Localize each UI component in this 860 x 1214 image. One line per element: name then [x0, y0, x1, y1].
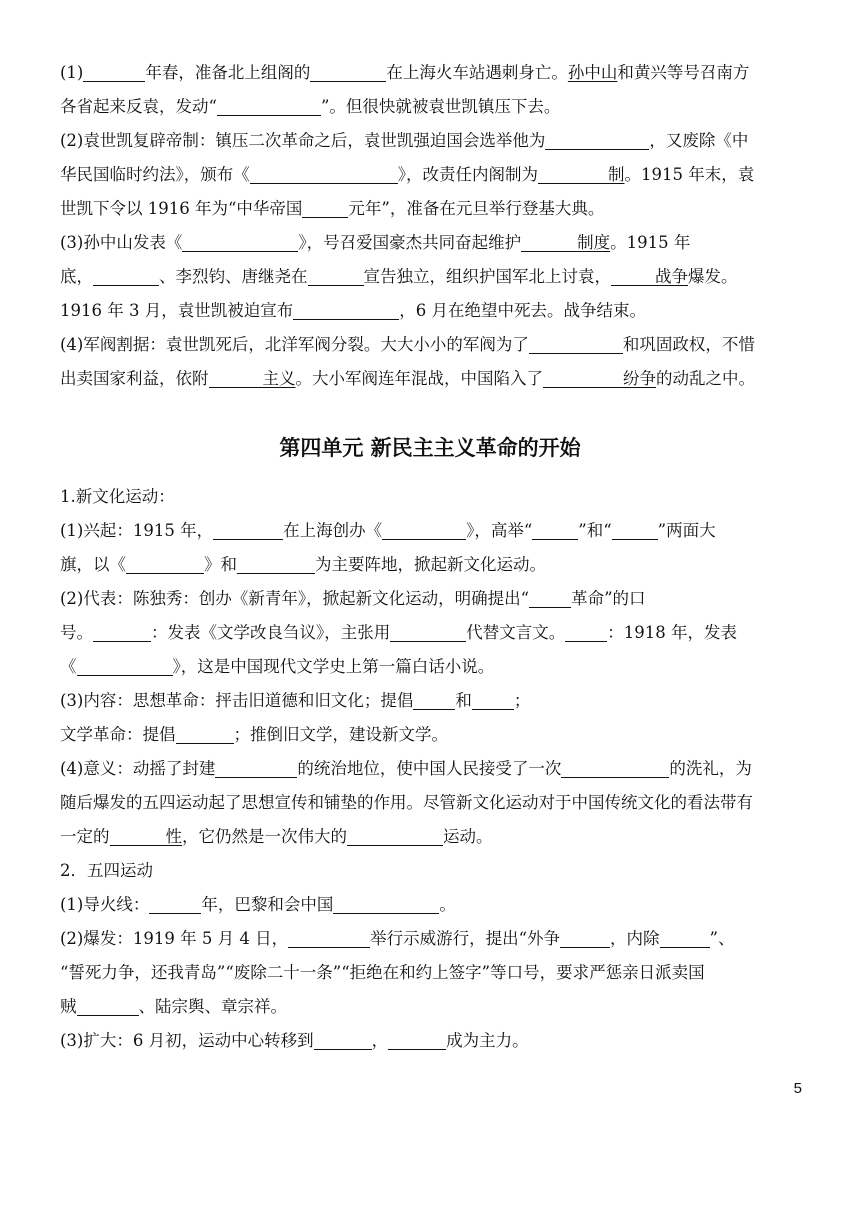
text-line: (2)爆发：1919 年 5 月 4 日， 举行示威游行，提出“外争 ，内除 ”、 — [60, 922, 810, 956]
blank — [77, 993, 139, 1016]
text-line: 各省起来反袁，发动“ ”。但很快就被袁世凯镇压下去。 — [60, 90, 810, 124]
text-line: 出卖国家利益，依附 主义。大小军阀连年混战，中国陷入了 纷争的动乱之中。 — [60, 362, 810, 396]
blank — [561, 755, 669, 778]
blank — [83, 59, 145, 82]
text-line: 《 》，这是中国现代文学史上第一篇白话小说。 — [60, 650, 810, 684]
blank — [293, 297, 399, 320]
text-line: 1916 年 3 月，袁世凯被迫宣布 ，6 月在绝望中死去。战争结束。 — [60, 294, 810, 328]
text-line: “誓死力争，还我青岛”“废除二十一条”“拒绝在和约上签字”等口号，要求严惩亲日派卖国 — [60, 963, 705, 982]
text-line: (1)兴起：1915 年， 在上海创办《 》，高举“ ”和“ ”两面大 — [60, 514, 810, 548]
blank — [310, 59, 386, 82]
blank — [93, 263, 159, 286]
blank — [126, 551, 204, 574]
unit-heading: 第四单元 新民主主义革命的开始 — [279, 436, 581, 460]
text-line: 世凯下令以 1916 年为“中华帝国 元年”，准备在元旦举行登基大典。 — [60, 192, 810, 226]
blank — [237, 551, 315, 574]
blank — [390, 619, 466, 642]
text-line: 一定的 性，它仍然是一次伟大的 运动。 — [60, 820, 810, 854]
text-line: 旗，以《 》和 为主要阵地，掀起新文化运动。 — [60, 548, 810, 582]
text-line: 贼 、陆宗舆、章宗祥。 — [60, 990, 810, 1024]
blank — [333, 891, 439, 914]
page-number: 5 — [793, 1080, 802, 1097]
blank — [215, 755, 297, 778]
blank — [660, 925, 710, 948]
blank — [182, 229, 298, 252]
blank — [308, 263, 364, 286]
text-line: (4)意义：动摇了封建 的统治地位，使中国人民接受了一次 的洗礼，为 — [60, 752, 810, 786]
section-3-text — [60, 56, 810, 396]
blank — [77, 653, 173, 676]
blank — [213, 517, 283, 540]
blank — [302, 195, 348, 218]
text-line: (1)导火线： 年，巴黎和会中国 。 — [60, 888, 810, 922]
blank — [288, 925, 370, 948]
text-line: (4)军阀割据：袁世凯死后，北洋军阀分裂。大大小小的军阀为了 和巩固政权，不惜 — [60, 328, 810, 362]
blank — [560, 925, 610, 948]
text-line: 文学革命：提倡 ；推倒旧文学，建设新文学。 — [60, 718, 810, 752]
text-line: (1) 年春，准备北上组阁的 在上海火车站遇刺身亡。孙中山和黄兴等号召南方 — [60, 56, 810, 90]
text-line: 底， 、李烈钧、唐继尧在 宣告独立，组织护国军北上讨袁， 战争爆发。 — [60, 260, 810, 294]
blank — [565, 619, 607, 642]
text-line: (3)孙中山发表《 》，号召爱国豪杰共同奋起维护 制度。1915 年 — [60, 226, 810, 260]
text-line: (2)代表：陈独秀：创办《新青年》，掀起新文化运动，明确提出“ 革命”的口 — [60, 582, 810, 616]
blank — [538, 161, 608, 184]
subsection-title: 1.新文化运动： — [60, 487, 175, 506]
blank — [110, 823, 166, 846]
blank — [521, 229, 577, 252]
blank — [529, 331, 623, 354]
blank — [149, 891, 201, 914]
subsection-title: 2．五四运动 — [60, 861, 153, 880]
text-line: 号。 ：发表《文学改良刍议》，主张用 代替文言文。 ：1918 年，发表 — [60, 616, 810, 650]
blank — [217, 93, 321, 116]
blank — [532, 517, 578, 540]
text-line: 华民国临时约法》，颁布《 》，改责任内阁制为 制。1915 年末，袁 — [60, 158, 810, 192]
text-line: (3)扩大：6 月初，运动中心转移到 ， 成为主力。 — [60, 1024, 810, 1058]
blank — [543, 365, 623, 388]
blank — [176, 721, 234, 744]
blank — [472, 687, 514, 710]
blank — [347, 823, 443, 846]
blank — [529, 585, 571, 608]
text-line: (2)袁世凯复辟帝制：镇压二次革命之后，袁世凯强迫国会选举他为 ，又废除《中 — [60, 124, 810, 158]
section-4-text — [60, 480, 810, 1058]
blank — [545, 127, 649, 150]
blank — [209, 365, 263, 388]
blank — [314, 1027, 372, 1050]
blank — [612, 517, 658, 540]
blank — [611, 263, 655, 286]
text-line: (3)内容：思想革命：抨击旧道德和旧文化；提倡 和 ； — [60, 684, 810, 718]
text-line: 随后爆发的五四运动起了思想宣传和铺垫的作用。尽管新文化运动对于中国传统文化的看法带有 — [60, 793, 753, 812]
blank — [382, 517, 466, 540]
blank — [413, 687, 455, 710]
blank — [388, 1027, 446, 1050]
blank — [250, 161, 398, 184]
blank — [93, 619, 151, 642]
